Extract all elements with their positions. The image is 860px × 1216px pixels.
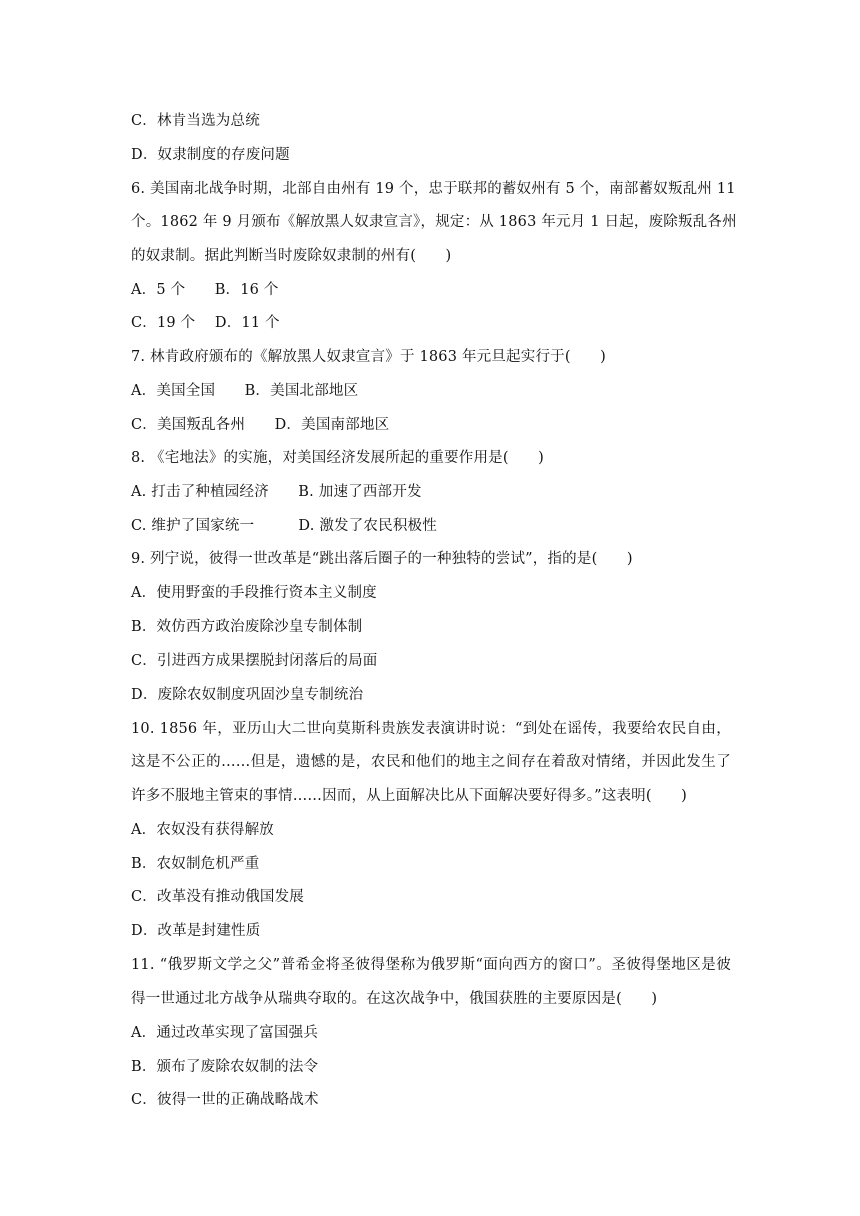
question-line: 个。1862 年 9 月颁布《解放黑人奴隶宣言》，规定：从 1863 年元月 1 日起，废除叛乱各州 bbox=[131, 214, 737, 230]
option-line: C．林肯当选为总统 bbox=[131, 113, 260, 129]
question-line: 10. 1856 年，亚历山大二世向莫斯科贵族发表演讲时说：“到处在谣传，我要给农民自由， bbox=[131, 721, 731, 737]
option-line: C．美国叛乱各州 D．美国南部地区 bbox=[131, 417, 390, 433]
option-line: A．5 个 B．16 个 bbox=[131, 282, 279, 298]
option-line: C．19 个 D．11 个 bbox=[131, 315, 280, 331]
option-line: C．引进西方成果摆脱封闭落后的局面 bbox=[131, 653, 378, 669]
option-line: D．改革是封建性质 bbox=[131, 923, 261, 939]
question-line: 许多不服地主管束的事情……因而，从上面解决比从下面解决要好得多。”这表明( ) bbox=[131, 788, 687, 804]
option-line: A．农奴没有获得解放 bbox=[131, 822, 274, 838]
option-line: C. 维护了国家统一 D. 激发了农民积极性 bbox=[131, 518, 437, 534]
question-line: 这是不公正的……但是，遗憾的是，农民和他们的地主之间存在着敌对情绪，并因此发生了 bbox=[131, 754, 731, 770]
question-line: 8. 《宅地法》的实施，对美国经济发展所起的重要作用是( ) bbox=[131, 450, 544, 466]
question-line: 7. 林肯政府颁布的《解放黑人奴隶宣言》于 1863 年元旦起实行于( ) bbox=[131, 349, 606, 365]
option-line: C．彼得一世的正确战略战术 bbox=[131, 1092, 319, 1108]
question-line: 6. 美国南北战争时期，北部自由州有 19 个，忠于联邦的蓄奴州有 5 个，南部蓄奴叛乱州 11 bbox=[131, 181, 736, 197]
question-line: 的奴隶制。据此判断当时废除奴隶制的州有( ) bbox=[131, 248, 452, 264]
option-line: D．废除农奴制度巩固沙皇专制统治 bbox=[131, 687, 364, 703]
option-line: D．奴隶制度的存废问题 bbox=[131, 147, 290, 163]
option-line: C．改革没有推动俄国发展 bbox=[131, 889, 304, 905]
question-line: 11. “俄罗斯文学之父”普希金将圣彼得堡称为俄罗斯“面向西方的窗口”。圣彼得堡地区是彼 bbox=[131, 957, 731, 973]
option-line: A．使用野蛮的手段推行资本主义制度 bbox=[131, 585, 377, 601]
option-line: A. 打击了种植园经济 B. 加速了西部开发 bbox=[131, 484, 422, 500]
option-line: B．颁布了废除农奴制的法令 bbox=[131, 1059, 319, 1075]
question-line: 9. 列宁说，彼得一世改革是“跳出落后圈子的一种独特的尝试”，指的是( ) bbox=[131, 551, 633, 567]
option-line: A．通过改革实现了富国强兵 bbox=[131, 1025, 319, 1041]
option-line: A．美国全国 B．美国北部地区 bbox=[131, 383, 359, 399]
question-line: 得一世通过北方战争从瑞典夺取的。在这次战争中，俄国获胜的主要原因是( ) bbox=[131, 991, 658, 1007]
option-line: B．农奴制危机严重 bbox=[131, 856, 260, 872]
option-line: B．效仿西方政治废除沙皇专制体制 bbox=[131, 619, 363, 635]
